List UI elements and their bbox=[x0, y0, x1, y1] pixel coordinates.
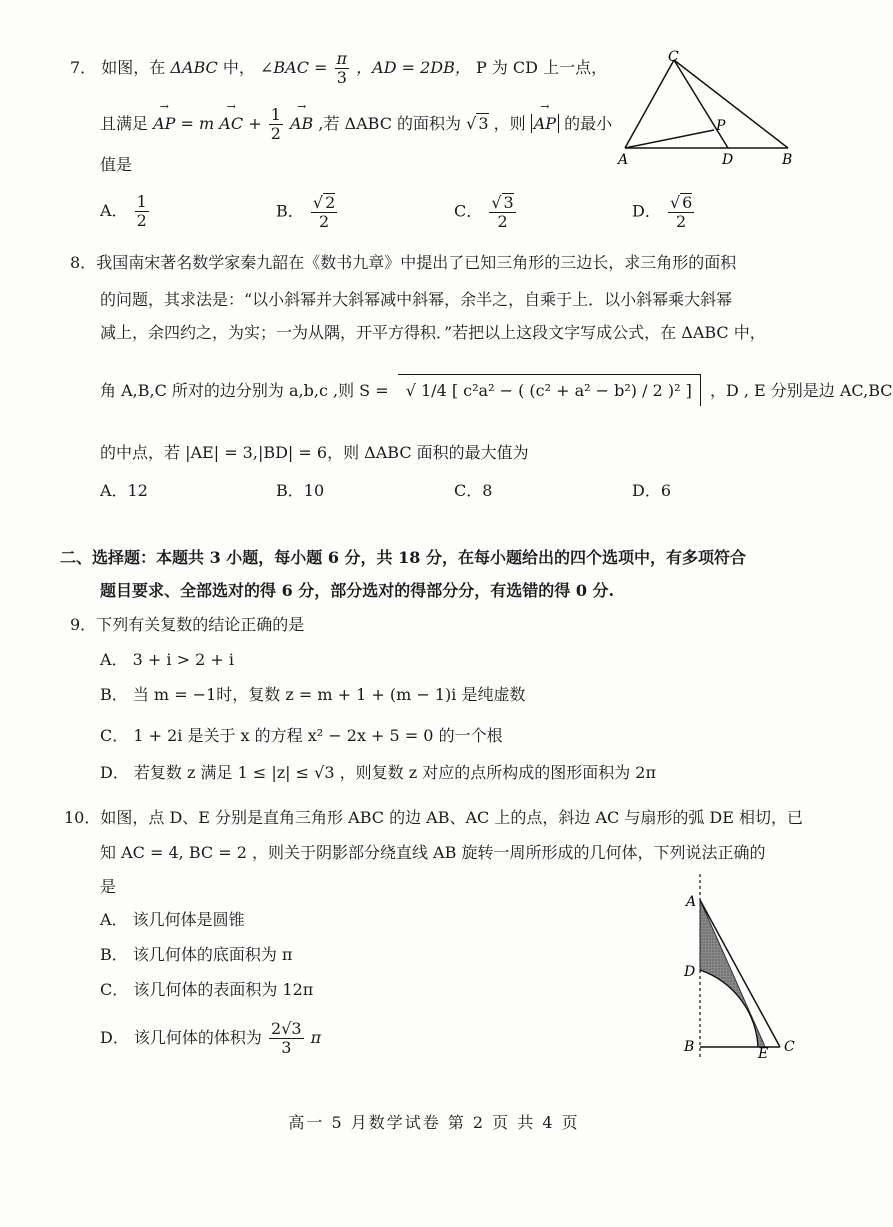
section2-line1: 二、选择题：本题共 3 小题，每小题 6 分，共 18 分，在每小题给出的四个选项中，有多项符合 bbox=[60, 548, 746, 567]
q9-choice-c[interactable]: C． 1 + 2i 是关于 x 的方程 x² − 2x + 5 = 0 的一个根 bbox=[100, 726, 503, 745]
q7-text: ，则 bbox=[493, 114, 526, 133]
sqrt-value: 2 bbox=[325, 193, 336, 212]
sqrt-value: 6 bbox=[682, 193, 693, 212]
sqrt-value: 3 bbox=[478, 114, 489, 133]
q7-angle: ∠BAC = bbox=[260, 58, 328, 77]
q8-text: ，D , E 分别是边 AC,BC bbox=[709, 381, 893, 400]
q8-choice-c[interactable]: C．8 bbox=[454, 481, 493, 500]
q8-line4 bbox=[100, 374, 893, 406]
frac-top: 1 bbox=[270, 105, 281, 124]
q9-choice-d[interactable]: D． 若复数 z 满足 1 ≤ |z| ≤ √3 ，则复数 z 对应的点所构成的图形面积为 2π bbox=[100, 763, 656, 782]
q7-angle-frac bbox=[335, 50, 350, 87]
q10-choice-d[interactable] bbox=[100, 1020, 321, 1057]
q8-choice-a[interactable]: A．12 bbox=[100, 481, 148, 500]
q10-line3: 是 bbox=[100, 877, 117, 896]
q10-choice-b[interactable]: B． 该几何体的底面积为 π bbox=[100, 945, 293, 964]
choice-frac bbox=[311, 193, 337, 231]
q8-formula: √ 1/4 [ c²a² − ( (c² + a² − b²) / 2 )² ] bbox=[398, 374, 701, 406]
label-e: E bbox=[758, 1046, 769, 1062]
frac-top: 2√3 bbox=[271, 1019, 302, 1038]
frac-bottom: 2 bbox=[136, 211, 147, 230]
q7-text: 且满足 bbox=[100, 114, 149, 133]
frac-top bbox=[668, 193, 694, 213]
choice-frac bbox=[489, 193, 515, 231]
q9-text: 下列有关复数的结论正确的是 bbox=[96, 615, 305, 634]
plus: + bbox=[248, 114, 262, 133]
line-ap bbox=[625, 130, 714, 148]
label-p: P bbox=[716, 118, 726, 134]
abs-ap bbox=[531, 114, 559, 133]
sqrt-symbol bbox=[466, 114, 488, 133]
q10-line1 bbox=[64, 805, 803, 828]
q7-choice-b[interactable] bbox=[276, 193, 339, 231]
choice-frac bbox=[135, 193, 149, 230]
q10-text: 如图，点 D、E 分别是直角三角形 ABC 的边 AB、AC 上的点，斜边 AC 与扇形的弧 DE 相切，已 bbox=[100, 808, 804, 827]
half-frac bbox=[269, 106, 283, 143]
q10-choice-c[interactable]: C． 该几何体的表面积为 12π bbox=[100, 980, 314, 999]
q7-choice-c[interactable] bbox=[454, 193, 518, 231]
vec-ap: → AP bbox=[534, 114, 556, 133]
q7-p-text: P 为 CD 上一点， bbox=[475, 58, 608, 77]
label-a: A bbox=[618, 152, 629, 168]
q7-choice-a[interactable] bbox=[100, 193, 151, 230]
q7-text: 中， bbox=[222, 58, 255, 77]
q10-sector-figure bbox=[670, 872, 810, 1062]
label-c: C bbox=[668, 49, 679, 65]
volume-frac bbox=[269, 1020, 304, 1057]
choice-label: A． bbox=[100, 201, 128, 220]
label-b: B bbox=[684, 1039, 695, 1055]
q7-number: 7． bbox=[70, 58, 97, 77]
frac-bottom: 2 bbox=[676, 212, 687, 231]
q7-text: ,若 ΔABC 的面积为 bbox=[318, 114, 462, 133]
q9-choice-a[interactable]: A． 3 + i > 2 + i bbox=[100, 650, 234, 669]
label-b: B bbox=[782, 152, 793, 168]
label-a: A bbox=[686, 894, 697, 910]
frac-bottom: 2 bbox=[318, 212, 330, 231]
q8-text: 我国南宋著名数学家秦九韶在《数书九章》中提出了已知三角形的三边长，求三角形的面积 bbox=[96, 253, 737, 272]
choice-text: D． 该几何体的体积为 bbox=[100, 1028, 262, 1047]
q7-text: 如图，在 bbox=[101, 58, 166, 77]
pi-symbol: π bbox=[310, 1028, 322, 1047]
frac-top bbox=[489, 193, 515, 213]
q8-choice-b[interactable]: B．10 bbox=[276, 481, 325, 500]
line-cd bbox=[674, 60, 728, 148]
choice-label: B． bbox=[276, 201, 304, 221]
q8-text: 角 A,B,C 所对的边分别为 a,b,c ,则 S = bbox=[100, 381, 389, 400]
q8-line2: 的问题，其求法是：“以小斜幂并大斜幂减中斜幂，余半之，自乘于上．以小斜幂乘大斜幂 bbox=[100, 290, 733, 309]
q7-triangle: ΔABC bbox=[170, 58, 218, 77]
choice-frac bbox=[668, 193, 694, 231]
q10-number: 10． bbox=[64, 808, 101, 827]
vec-ac: → AC bbox=[219, 114, 243, 133]
vec-ap: → AP bbox=[153, 114, 175, 133]
q7-line3: 值是 bbox=[100, 155, 133, 174]
q9-stem bbox=[70, 612, 304, 635]
vec-ab: → AB bbox=[290, 114, 313, 133]
frac-bottom: 3 bbox=[281, 1038, 292, 1057]
sqrt-value: 3 bbox=[503, 193, 514, 212]
section2-line2: 题目要求、全部选对的得 6 分，部分选对的得部分分，有选错的得 0 分. bbox=[100, 581, 615, 600]
frac-bottom: 2 bbox=[497, 212, 508, 231]
label-d: D bbox=[684, 964, 696, 980]
choice-label: C． bbox=[454, 201, 483, 221]
frac-top: 1 bbox=[136, 192, 147, 211]
q10-choice-a[interactable]: A． 该几何体是圆锥 bbox=[100, 910, 245, 929]
q7-line2 bbox=[100, 106, 612, 143]
frac-bottom: 2 bbox=[270, 124, 281, 143]
q7-text: 的最小 bbox=[564, 114, 613, 133]
q7-triangle-figure bbox=[610, 48, 800, 168]
q8-line1 bbox=[70, 250, 736, 273]
q8-choice-d[interactable]: D．6 bbox=[632, 481, 672, 500]
frac-top bbox=[311, 193, 337, 213]
choice-label: D． bbox=[632, 201, 661, 221]
q7-vector-cond: ，AD = 2DB， bbox=[356, 58, 471, 77]
label-c: C bbox=[784, 1039, 795, 1055]
page-footer: 高一 5 月数学试卷 第 2 页 共 4 页 bbox=[288, 1113, 580, 1132]
q8-line5: 的中点，若 |AE| = 3,|BD| = 6，则 ΔABC 面积的最大值为 bbox=[100, 443, 529, 462]
frac-top: π bbox=[336, 49, 348, 68]
q10-line2: 知 AC = 4, BC = 2 ，则关于阴影部分绕直线 AB 旋转一周所形成的几何体，下列说法正确的 bbox=[100, 843, 766, 862]
q9-number: 9． bbox=[70, 615, 97, 634]
label-d: D bbox=[722, 152, 734, 168]
q8-number: 8． bbox=[70, 253, 97, 272]
q8-line3: 减上，余四约之，为实；一为从隅，开平方得积．”若把以上这段文字写成公式，在 ΔABC 中， bbox=[100, 323, 766, 342]
eq-m: = m bbox=[180, 114, 215, 133]
line-ac bbox=[625, 60, 674, 148]
frac-bottom: 3 bbox=[336, 68, 347, 87]
q7-choice-d[interactable] bbox=[632, 193, 696, 231]
q9-choice-b[interactable]: B． 当 m = −1时，复数 z = m + 1 + (m − 1)i 是纯虚数 bbox=[100, 685, 526, 704]
q7-line1 bbox=[70, 50, 607, 87]
